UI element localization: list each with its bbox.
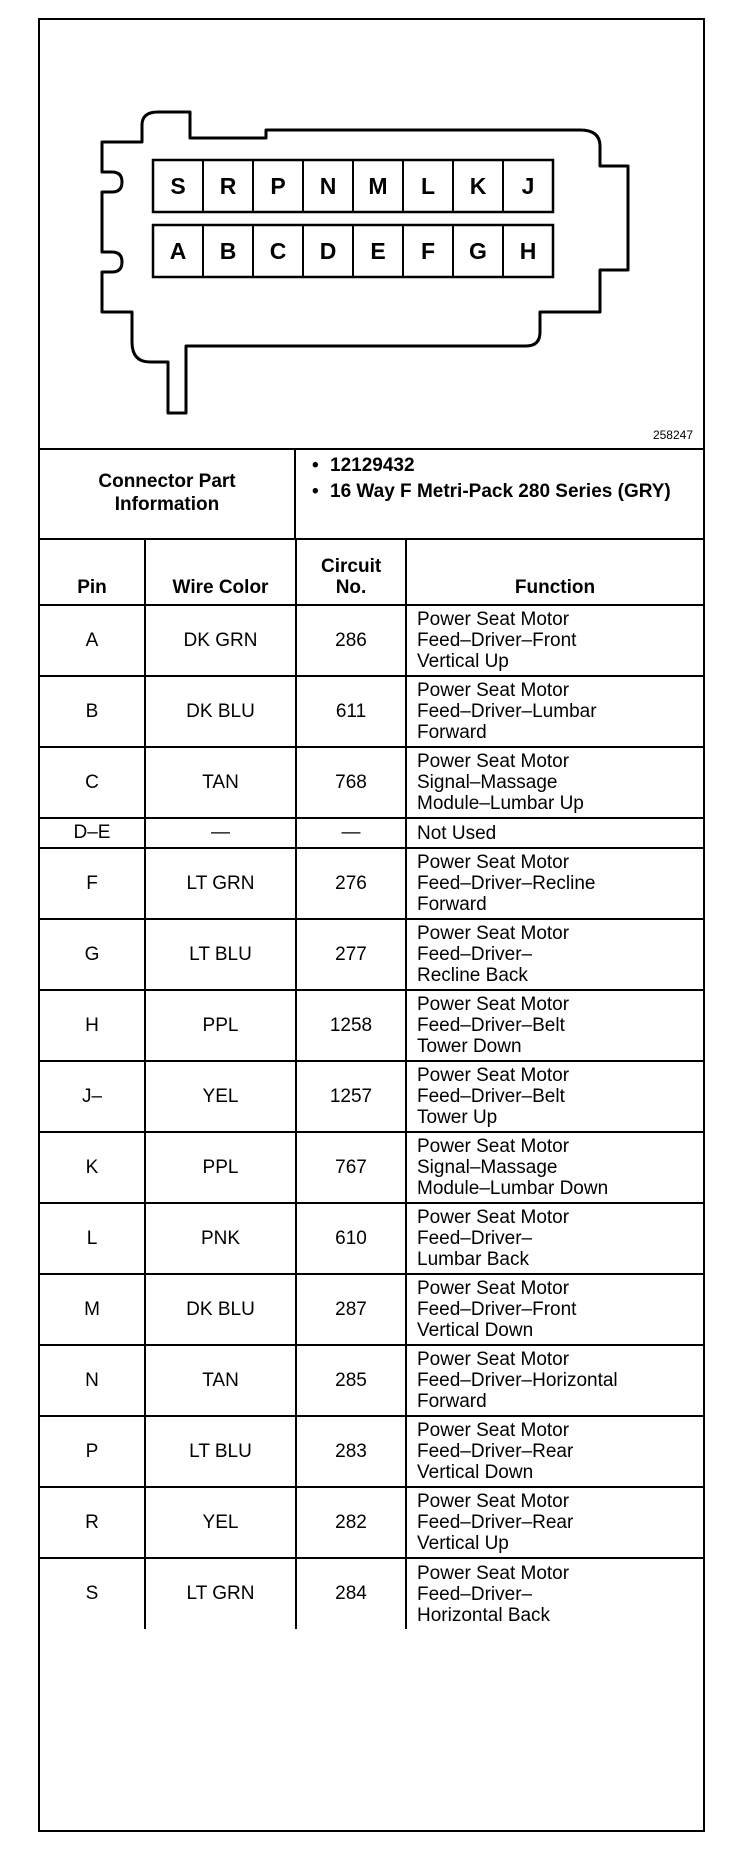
pin-label-h: H [519,238,537,264]
wire-color-cell: PNK [145,1203,296,1274]
pin-cell: F [40,848,145,919]
function-line: Feed–Driver–Front [417,1299,577,1320]
circuit-cell: 284 [296,1558,406,1629]
function-line: Feed–Driver–Belt [417,1086,565,1107]
function-cell [406,818,703,848]
table-row [40,1061,703,1132]
circuit-cell: — [296,818,406,848]
pin-label-s: S [170,173,186,199]
function-line: Power Seat Motor [417,1136,570,1157]
function-cell [406,1416,703,1487]
bottom-pin-row [170,225,537,277]
pin-cell: H [40,990,145,1061]
pin-label-f: F [420,238,436,264]
function-line: Power Seat Motor [417,1278,570,1299]
function-line: Feed–Driver–Front [417,630,577,651]
pin-cell: N [40,1345,145,1416]
circuit-cell: 277 [296,919,406,990]
table-row [40,747,703,818]
cpi-label: Connector Part Information [98,471,236,515]
function-cell [406,848,703,919]
function-cell [406,1345,703,1416]
table-header-row [40,538,703,605]
function-cell [406,1274,703,1345]
function-line: Lumbar Back [417,1249,529,1270]
table-row [40,990,703,1061]
function-cell [406,1132,703,1203]
wire-color-cell: LT BLU [145,919,296,990]
function-line: Feed–Driver–Lumbar [417,701,597,722]
function-line: Power Seat Motor [417,751,570,772]
table-row [40,1487,703,1558]
pin-label-c: C [269,238,287,264]
cpi-values [306,454,696,506]
wire-color-cell: TAN [145,747,296,818]
circuit-cell: 768 [296,747,406,818]
function-line: Not Used [417,822,497,844]
function-line: Power Seat Motor [417,1207,570,1228]
function-line: Vertical Up [417,1533,509,1554]
pin-label-g: G [469,238,487,264]
table-row [40,1345,703,1416]
wire-color-cell: LT BLU [145,1416,296,1487]
circuit-cell: 276 [296,848,406,919]
pin-label-m: M [368,173,388,199]
pin-cell: G [40,919,145,990]
function-line: Feed–Driver– [417,1228,533,1249]
connector-outline-graphic [40,20,703,448]
function-line: Signal–Massage [417,1157,558,1178]
connector-part-info [40,448,703,540]
function-cell [406,747,703,818]
function-line: Power Seat Motor [417,923,570,944]
pin-label-b: B [219,238,237,264]
circuit-cell: 1257 [296,1061,406,1132]
wire-color-cell: LT GRN [145,848,296,919]
function-line: Feed–Driver–Horizontal [417,1370,618,1391]
pin-cell: J– [40,1061,145,1132]
function-line: Feed–Driver–Rear [417,1512,574,1533]
function-line: Power Seat Motor [417,1349,570,1370]
pin-label-a: A [169,238,187,264]
header-wire-color: Wire Color [145,538,296,605]
table-row [40,1132,703,1203]
wire-color-cell: TAN [145,1345,296,1416]
function-cell [406,919,703,990]
function-line: Power Seat Motor [417,1562,570,1584]
circuit-cell: 286 [296,605,406,676]
function-cell [406,1487,703,1558]
top-pin-row [170,160,534,212]
table-row [40,605,703,676]
function-line: Forward [417,1391,487,1412]
pin-cell: K [40,1132,145,1203]
pin-label-r: R [219,173,237,199]
table-row [40,1558,703,1629]
table-row [40,1274,703,1345]
function-cell [406,605,703,676]
function-line: Tower Down [417,1036,522,1057]
function-line: Power Seat Motor [417,852,570,873]
header-function: Function [406,538,703,605]
pin-label-n: N [319,173,337,199]
function-line: Feed–Driver–Recline [417,873,596,894]
function-line: Power Seat Motor [417,1491,570,1512]
pin-label-e: E [370,238,386,264]
wire-color-cell: DK BLU [145,676,296,747]
function-line: Feed–Driver– [417,1583,533,1605]
pin-table [40,538,703,1629]
function-cell [406,676,703,747]
function-line: Vertical Down [417,1462,534,1483]
function-line: Forward [417,722,487,743]
table-row [40,818,703,848]
connector-sheet [38,18,705,1832]
function-line: Vertical Up [417,651,509,672]
pin-cell: P [40,1416,145,1487]
circuit-cell: 611 [296,676,406,747]
function-line: Signal–Massage [417,772,558,793]
table-row [40,1416,703,1487]
function-cell [406,990,703,1061]
pin-cell: M [40,1274,145,1345]
wire-color-cell: PPL [145,1132,296,1203]
figure-id: 258247 [652,428,693,442]
pin-cell: R [40,1487,145,1558]
function-line: Feed–Driver– [417,944,533,965]
circuit-cell: 285 [296,1345,406,1416]
part-number: • 12129432 [306,454,696,477]
pin-label-l: L [420,173,436,199]
pin-cell: D–E [40,818,145,848]
circuit-cell: 1258 [296,990,406,1061]
function-line: Forward [417,894,487,915]
pin-label-p: P [270,173,286,199]
circuit-cell: 283 [296,1416,406,1487]
wire-color-cell: YEL [145,1061,296,1132]
circuit-cell: 282 [296,1487,406,1558]
function-line: Module–Lumbar Up [417,793,584,814]
function-line: Module–Lumbar Down [417,1178,609,1199]
table-row [40,919,703,990]
pin-cell: S [40,1558,145,1629]
table-row [40,1203,703,1274]
function-cell [406,1203,703,1274]
function-line: Recline Back [417,965,528,986]
pin-cell: A [40,605,145,676]
header-circuit-text: Circuit No. [321,556,382,598]
wire-color-cell: DK BLU [145,1274,296,1345]
function-line: Power Seat Motor [417,994,570,1015]
function-line: Horizontal Back [417,1604,551,1626]
function-line: Power Seat Motor [417,1420,570,1441]
pin-cell: B [40,676,145,747]
circuit-cell: 610 [296,1203,406,1274]
function-line: Feed–Driver–Belt [417,1015,565,1036]
function-line: Feed–Driver–Rear [417,1441,574,1462]
pin-label-k: K [469,173,487,199]
pin-rows [40,605,703,1629]
header-circuit-no [296,538,406,605]
function-line: Power Seat Motor [417,1065,570,1086]
function-cell [406,1061,703,1132]
circuit-cell: 767 [296,1132,406,1203]
pin-cell: L [40,1203,145,1274]
wire-color-cell: DK GRN [145,605,296,676]
table-row [40,848,703,919]
pin-label-j: J [521,173,535,199]
function-line: Tower Up [417,1107,498,1128]
connector-type: • 16 Way F Metri-Pack 280 Series (GRY) [306,480,696,503]
function-cell [406,1558,703,1629]
wire-color-cell: PPL [145,990,296,1061]
wire-color-cell: LT GRN [145,1558,296,1629]
table-row [40,676,703,747]
wire-color-cell: YEL [145,1487,296,1558]
connector-diagram [40,20,703,450]
circuit-cell: 287 [296,1274,406,1345]
function-line: Power Seat Motor [417,609,570,630]
function-line: Power Seat Motor [417,680,570,701]
header-pin: Pin [40,538,145,605]
pin-label-d: D [319,238,337,264]
function-line: Vertical Down [417,1320,534,1341]
wire-color-cell: — [145,818,296,848]
pin-cell: C [40,747,145,818]
